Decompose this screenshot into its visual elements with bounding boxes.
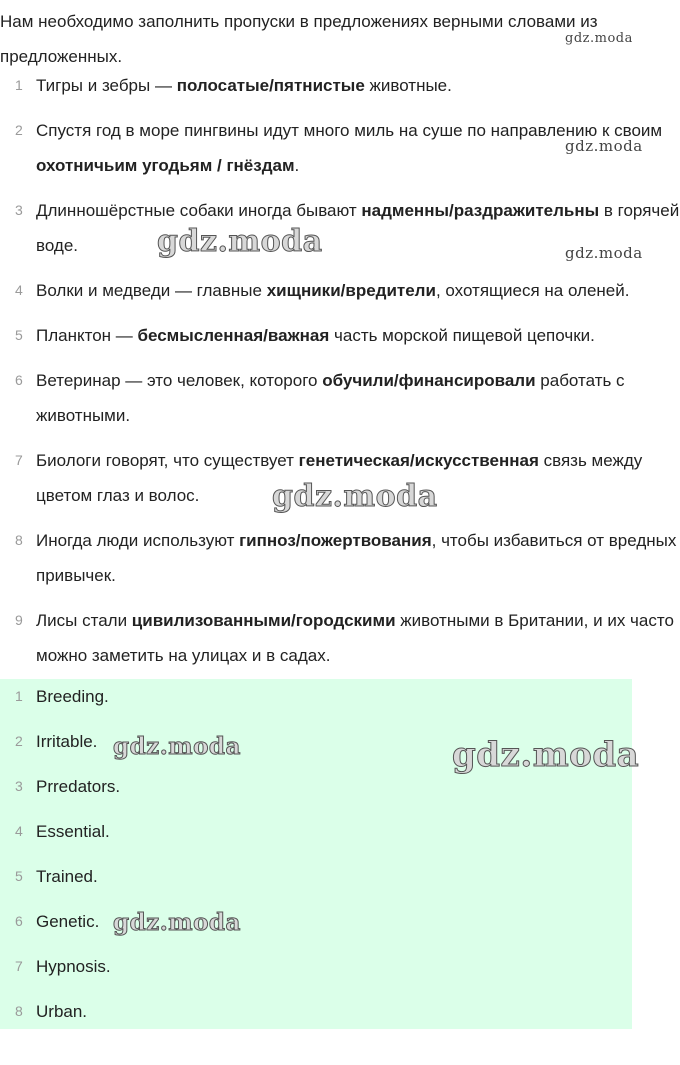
question-options: генетическая/искусственная [298, 451, 539, 470]
question-options: охотничьим угодьям / гнёздам [36, 156, 295, 175]
answer-text: Urban. [36, 1002, 88, 1021]
question-number: 5 [15, 327, 23, 343]
question-options: хищники/вредители [266, 281, 436, 300]
question-text-end: часть морской пищевой цепочки. [329, 326, 595, 345]
question-number: 7 [15, 452, 23, 468]
answer-item [0, 994, 632, 1039]
task-intro: Нам необходимо заполнить пропуски в предложениях верными словами из предложенных. [0, 12, 598, 66]
answer-text: Hypnosis. [36, 957, 111, 976]
question-item [0, 318, 680, 363]
answer-number: 3 [15, 778, 23, 794]
question-text-end: , чтобы избавиться от вредных привычек. [36, 531, 677, 585]
question-text: Спустя год в море пингвины идут много миль на суше по направлению к своим [36, 121, 663, 140]
answer-item [0, 814, 632, 859]
answer-text: Irritable. [36, 732, 98, 751]
watermark: gdz.moda [452, 735, 640, 775]
question-item [0, 68, 680, 113]
question-item [0, 603, 680, 673]
answer-item [0, 904, 632, 949]
question-text-end: животные. [364, 76, 452, 95]
question-item [0, 443, 680, 523]
question-text: Биологи говорят, что существует [36, 451, 299, 470]
question-item [0, 113, 680, 193]
question-text-end: в горячей воде. [36, 201, 680, 255]
question-number: 3 [15, 202, 23, 218]
question-text-end: животными в Британии, и их часто можно заметить на улицах и в садах. [36, 611, 674, 665]
answer-item [0, 949, 632, 994]
answer-item [0, 679, 632, 724]
question-item [0, 523, 680, 603]
answer-text: Essential. [36, 822, 110, 841]
question-text: Лисы стали [36, 611, 132, 630]
question-options: обучили/финансировали [322, 371, 536, 390]
question-number: 2 [15, 122, 23, 138]
answer-text: Trained. [36, 867, 98, 886]
question-text-end: , охотящиеся на оленей. [435, 281, 630, 300]
answer-list [0, 679, 632, 1039]
question-item [0, 363, 680, 443]
watermark: gdz.moda [157, 224, 323, 259]
question-text-end: работать с животными. [36, 371, 625, 425]
answer-text: Prredators. [36, 777, 121, 796]
watermark: gdz.moda [113, 909, 241, 936]
answer-number: 6 [15, 913, 23, 929]
question-options: гипноз/пожертвования [239, 531, 432, 550]
answer-number: 7 [15, 958, 23, 974]
answer-text: Breeding. [36, 687, 109, 706]
answer-block [0, 679, 632, 1029]
watermark: gdz.moda [565, 31, 633, 46]
question-options: бесмысленная/важная [137, 326, 330, 345]
question-options: цивилизованными/городскими [131, 611, 396, 630]
question-text: Иногда люди используют [36, 531, 240, 550]
answer-number: 2 [15, 733, 23, 749]
question-number: 1 [15, 77, 23, 93]
question-text: Волки и медведи — главные [36, 281, 267, 300]
question-text: Планктон — [36, 326, 138, 345]
answer-number: 1 [15, 688, 23, 704]
answer-number: 4 [15, 823, 23, 839]
question-number: 9 [15, 612, 23, 628]
answer-item [0, 769, 632, 814]
answer-text: Genetic. [36, 912, 100, 931]
question-options: надменны/раздражительны [361, 201, 600, 220]
answer-item [0, 724, 632, 769]
watermark: gdz.moda [565, 244, 643, 262]
question-text: Длинношёрстные собаки иногда бывают [36, 201, 362, 220]
answer-number: 8 [15, 1003, 23, 1019]
question-text: Тигры и зебры — [36, 76, 177, 95]
question-number: 4 [15, 282, 23, 298]
question-list [0, 68, 680, 673]
answer-item [0, 859, 632, 904]
question-options: полосатые/пятнистые [176, 76, 365, 95]
question-text: Ветеринар — это человек, которого [36, 371, 323, 390]
question-item [0, 193, 680, 273]
question-number: 8 [15, 532, 23, 548]
watermark: gdz.moda [113, 733, 241, 760]
watermark: gdz.moda [565, 137, 643, 155]
question-item [0, 273, 680, 318]
question-text-end: . [294, 156, 300, 175]
question-number: 6 [15, 372, 23, 388]
question-text-end: связь между цветом глаз и волос. [36, 451, 643, 505]
answer-number: 5 [15, 868, 23, 884]
watermark: gdz.moda [272, 479, 438, 514]
